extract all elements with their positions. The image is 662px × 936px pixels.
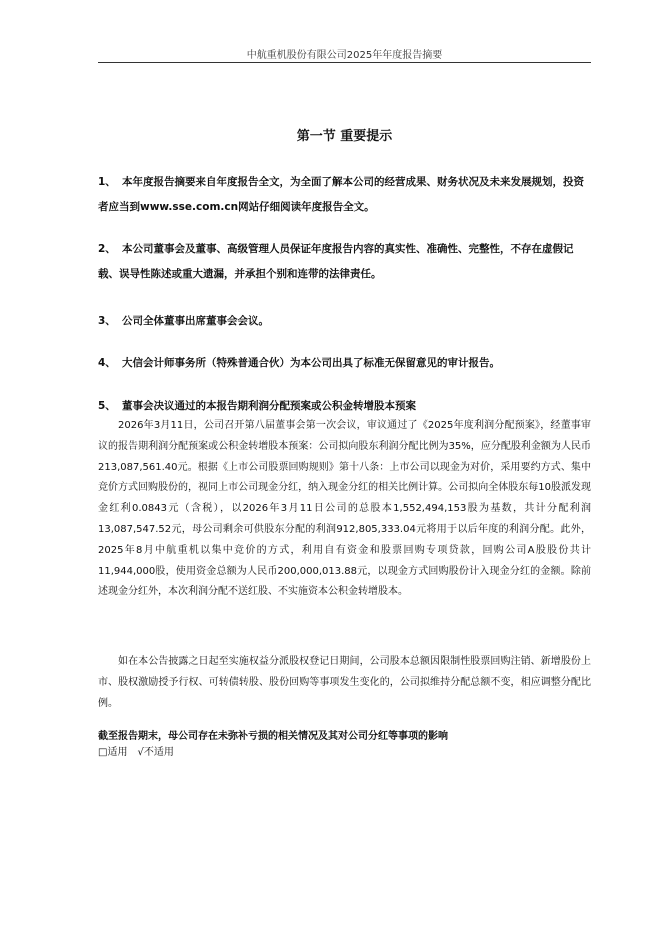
notice-item-1 [98,170,591,220]
item-text: 公司全体董事出席董事会会议。 [122,315,269,327]
item-text: 董事会决议通过的本报告期利润分配预案或公积金转增股本预案 [122,400,416,412]
item-number: 2、 [98,243,116,255]
item-text: 本年度报告摘要来自年度报告全文，为全面了解本公司的经营成果、财务状况及未来发展规划，投资者应当到www.sse.com.cn网站仔细阅读年度报告全文。 [98,176,584,213]
item-number: 4、 [98,357,116,369]
applicability-choice [98,745,591,761]
running-header: 中航重机股份有限公司2025年年度报告摘要 [246,50,443,61]
item-number: 5、 [98,400,116,412]
adjustment-paragraph: 如在本公告披露之日起至实施权益分派股权登记日期间，公司股本总额因限制性股票回购注销、新增股份上市、股权激励授予行权、可转债转股、股份回购等事项发生变化的，公司拟维持分配总额不变，相应调整分配比例。 [98,656,591,709]
option-applicable: □适用 [98,747,128,758]
section-title: 第一节 重要提示 [296,129,393,144]
notice-item-3 [98,309,591,334]
item-text: 大信会计师事务所（特殊普通合伙）为本公司出具了标准无保留意见的审计报告。 [122,357,500,369]
option-not-applicable: √不适用 [137,747,174,758]
header-divider [98,62,591,63]
item-number: 3、 [98,315,116,327]
notice-item-2 [98,237,591,287]
notice-item-4 [98,351,591,376]
item-number: 1、 [98,176,116,188]
uncovered-loss-heading: 截至报告期末，母公司存在未弥补亏损的相关情况及其对公司分红等事项的影响 [98,731,448,742]
profit-distribution-paragraph: 2026年3月11日，公司召开第八届董事会第一次会议，审议通过了《2025年度利润分配预案》，经董事审议的报告期利润分配预案或公积金转增股本预案：公司拟向股东利润分配比例为35%，应分配股利金额为人民币213,087,561.40元。根据《上市公司股票回购规则》第十八条：上市公司以现金为对价，采用要约方式、集中竞价方式回购股份的，视同上市公司现金分红，纳入现金分红的相关比例计算。公司拟向全体股东每10股派发现金红利0.0843元（含税），以2026年3月11日公司的总股本1,552,494,153股为基数，共计分配利润13,087,547.52元，母公司剩余可供股东分配的利润912,805,333.04元将用于以后年度的利润分配。此外，2025年8月中航重机以集中竞价的方式，利用自有资金和股票回购专项贷款，回购公司A股股份共计11,944,000股，使用资金总额为人民币200,000,013.88元，以现金方式回购股份计入现金分红的金额。除前述现金分红外，本次利润分配不送红股、不实施资本公积金转增股本。 [98,420,591,598]
item-text: 本公司董事会及董事、高级管理人员保证年度报告内容的真实性、准确性、完整性，不存在虚假记载、误导性陈述或重大遗漏，并承担个别和连带的法律责任。 [98,243,574,280]
